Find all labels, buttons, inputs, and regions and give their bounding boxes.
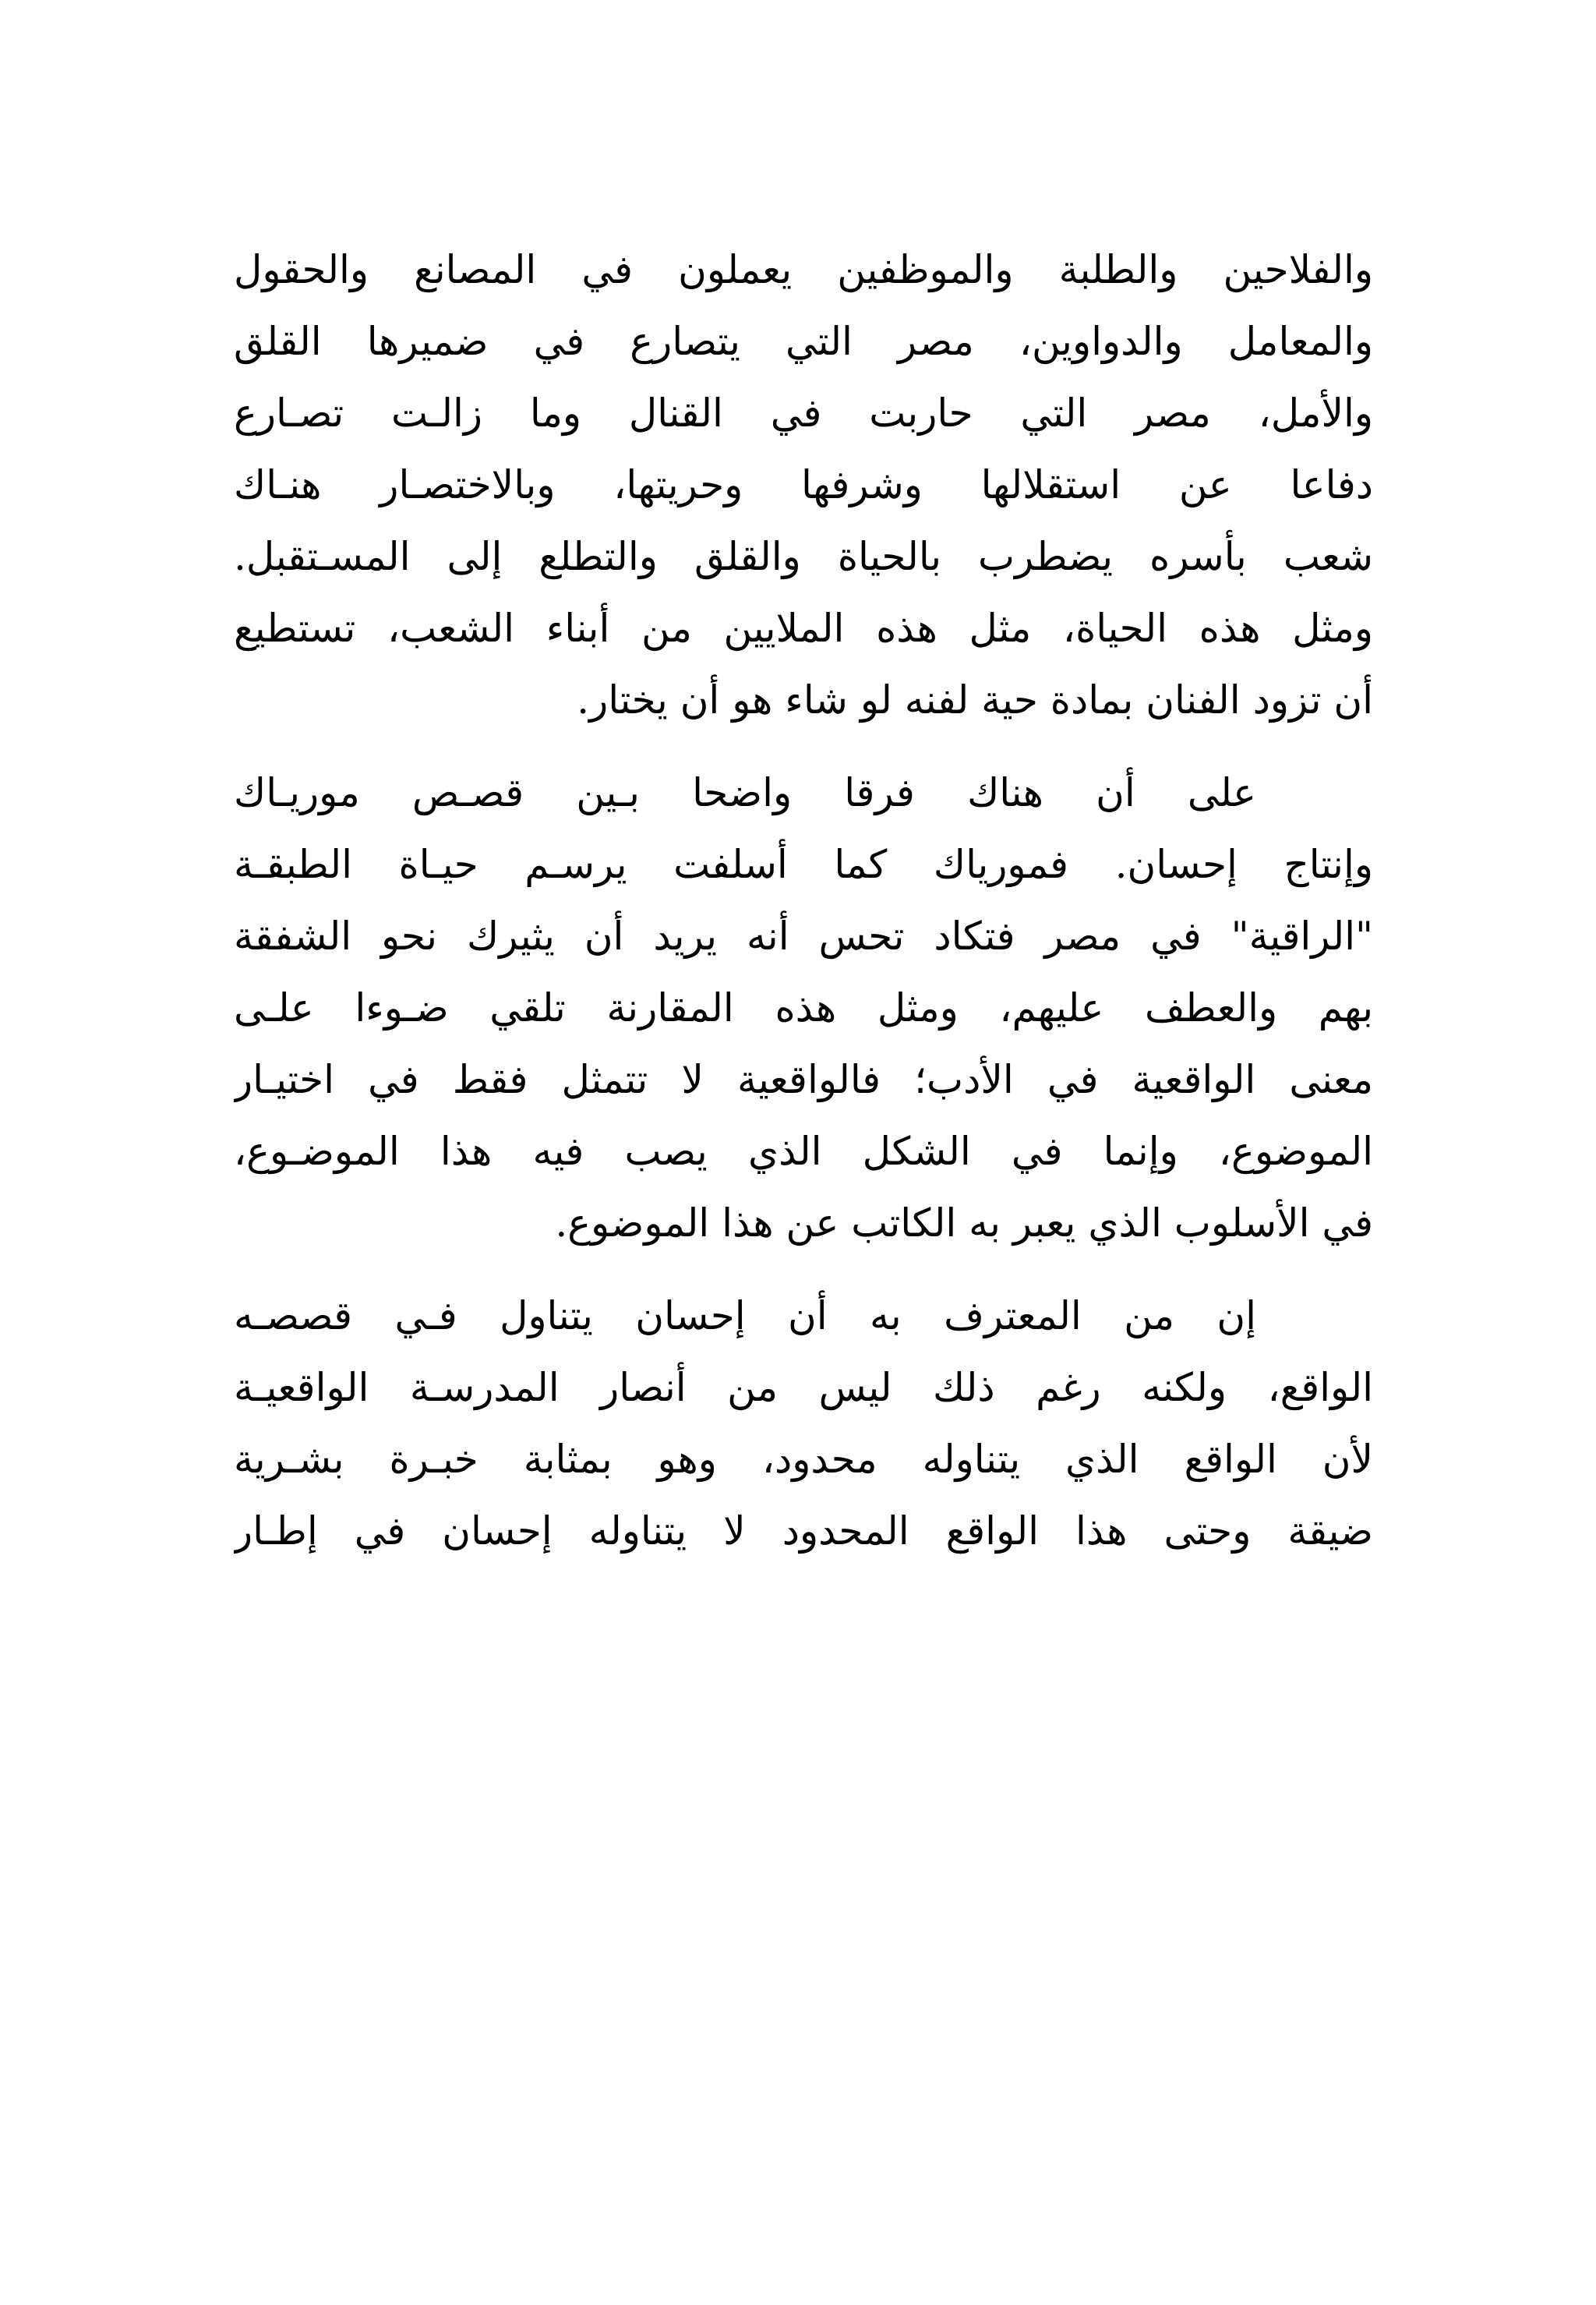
text-line: الواقع، ولكنه رغم ذلك ليس من أنصار المدرسـة الواقعيـة: [234, 1365, 1373, 1410]
text-line: لأن الواقع الذي يتناوله محدود، وهو بمثابة خبـرة بشـرية: [234, 1437, 1373, 1482]
text-line: في الأسلوب الذي يعبر به الكاتب عن هذا الموضوع.: [555, 1200, 1373, 1246]
text-line: ومثل هذه الحياة، مثل هذه الملايين من أبناء الشعب، تستطيع: [234, 606, 1373, 651]
text-line: معنى الواقعية في الأدب؛ فالواقعية لا تتمثل فقط في اختيـار: [234, 1057, 1373, 1102]
paragraph-3: [234, 1280, 1373, 1567]
text-column: [234, 234, 1373, 1567]
text-line: بهم والعطف عليهم، ومثل هذه المقارنة تلقي ضـوءا علـى: [234, 985, 1373, 1031]
text-line: دفاعا عن استقلالها وشرفها وحريتها، وبالاختصـار هنـاك: [234, 462, 1373, 507]
text-line: والمعامل والدواوين، مصر التي يتصارع في ضميرها القلق: [234, 319, 1373, 364]
text-line: الموضوع، وإنما في الشكل الذي يصب فيه هذا الموضـوع،: [234, 1129, 1373, 1174]
text-line: ضيقة وحتى هذا الواقع المحدود لا يتناوله إحسان في إطـار: [234, 1508, 1373, 1554]
text-line: والأمل، مصر التي حاربت في القنال وما زالـت تصـارع: [234, 391, 1373, 436]
text-line: "الراقية" في مصر فتكاد تحس أنه يريد أن يثيرك نحو الشفقة: [234, 914, 1373, 959]
text-line: على أن هناك فرقا واضحا بـين قصـص موريـاك: [234, 770, 1256, 815]
text-line: شعب بأسره يضطرب بالحياة والقلق والتطلع إلى المسـتقبل.: [234, 534, 1373, 579]
text-line: وإنتاج إحسان. فموریاك كما أسلفت يرسـم حيـاة الطبقـة: [234, 842, 1373, 887]
text-line: والفلاحين والطلبة والموظفين يعملون في المصانع والحقول: [234, 247, 1373, 292]
paragraph-2: [234, 757, 1373, 1259]
text-line: أن تزود الفنان بمادة حية لفنه لو شاء هو أن يختار.: [577, 677, 1373, 723]
paragraph-1: [234, 234, 1373, 736]
text-line: إن من المعترف به أن إحسان يتناول فـي قصصـه: [234, 1293, 1256, 1338]
